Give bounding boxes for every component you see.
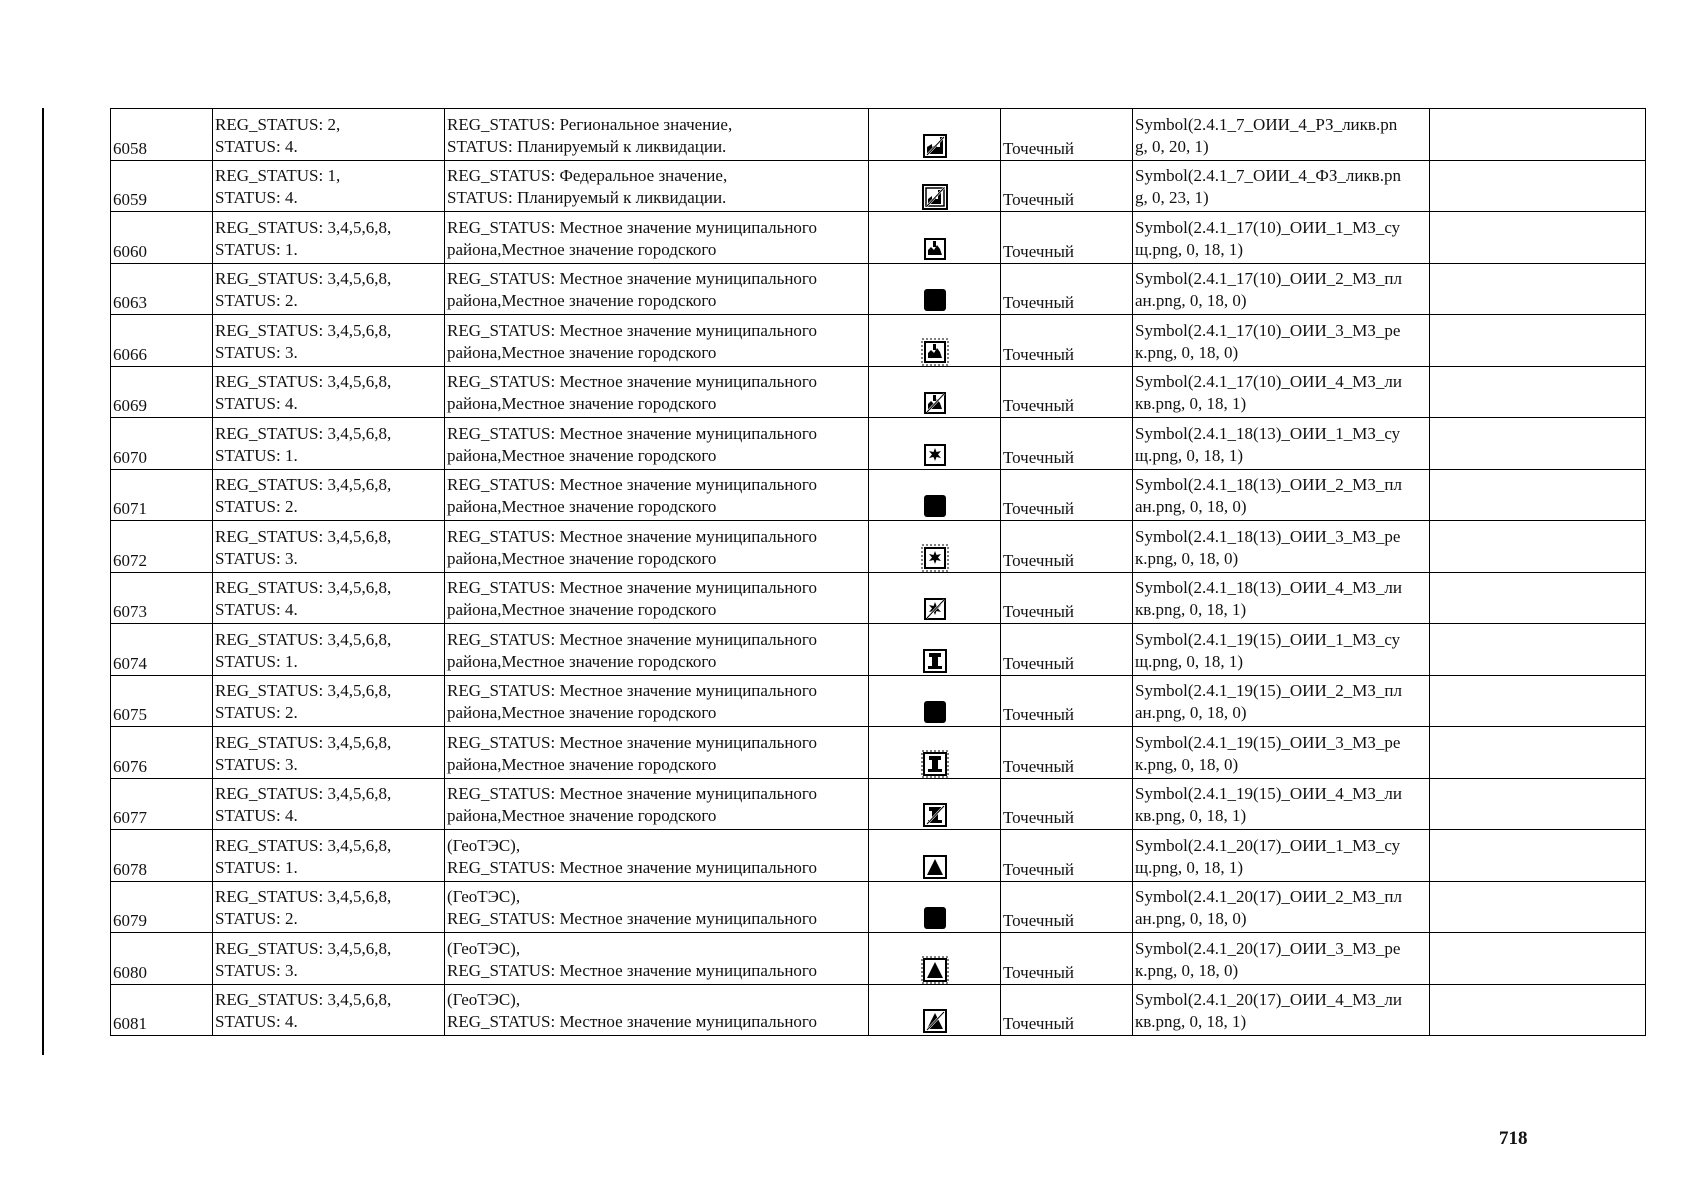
row-id: 6071	[111, 469, 213, 521]
condition-line-2: STATUS: 2.	[215, 497, 298, 516]
condition-cell	[213, 727, 445, 779]
empty-cell	[1430, 418, 1646, 470]
condition-line-2: STATUS: 4.	[215, 394, 298, 413]
row-id: 6074	[111, 624, 213, 676]
symbol-preview-cell	[869, 160, 1001, 212]
description-line-1: REG_STATUS: Местное значение муниципального	[447, 681, 817, 700]
filled-square-planned-icon	[921, 904, 949, 932]
geometry-type: Точечный	[1001, 984, 1133, 1036]
industrial-reconstruction-icon	[921, 338, 949, 366]
condition-cell	[213, 263, 445, 315]
geometry-type: Точечный	[1001, 263, 1133, 315]
symbol-definition-cell	[1133, 521, 1430, 573]
table-row	[111, 933, 1646, 985]
industrial-liquidation-icon	[921, 389, 949, 417]
description-line-2: района,Местное значение городского	[447, 548, 717, 568]
description-line-1: REG_STATUS: Местное значение муниципального	[447, 372, 817, 391]
condition-line-2: STATUS: 1.	[215, 651, 298, 671]
condition-cell	[213, 933, 445, 985]
description-line-1: (ГеоТЭС),	[447, 887, 521, 906]
description-cell	[445, 830, 869, 882]
symbol-line-2: кв.png, 0, 18, 1)	[1135, 600, 1247, 619]
symbol-line-1: Symbol(2.4.1_17(10)_ОИИ_4_МЗ_ли	[1135, 372, 1402, 391]
symbol-line-1: Symbol(2.4.1_7_ОИИ_4_ФЗ_ликв.pn	[1135, 166, 1401, 185]
geometry-type: Точечный	[1001, 366, 1133, 418]
symbol-line-1: Symbol(2.4.1_19(15)_ОИИ_1_МЗ_су	[1135, 629, 1401, 649]
empty-cell	[1430, 109, 1646, 161]
symbol-preview-cell	[869, 727, 1001, 779]
tower-existing-icon	[921, 647, 949, 675]
table-row	[111, 315, 1646, 367]
description-line-2: STATUS: Планируемый к ликвидации.	[447, 136, 727, 156]
row-id: 6075	[111, 675, 213, 727]
symbol-line-2: ан.png, 0, 18, 0)	[1135, 291, 1247, 310]
geometry-type: Точечный	[1001, 109, 1133, 161]
condition-cell	[213, 572, 445, 624]
condition-line-2: STATUS: 4.	[215, 806, 298, 825]
geometry-type: Точечный	[1001, 521, 1133, 573]
symbol-line-2: щ.png, 0, 18, 1)	[1135, 857, 1244, 877]
factory-framed-liquidation-icon	[921, 132, 949, 160]
condition-line-1: REG_STATUS: 1,	[215, 166, 341, 185]
symbol-preview-cell	[869, 881, 1001, 933]
description-line-1: REG_STATUS: Региональное значение,	[447, 114, 733, 134]
symbol-definition-cell	[1133, 881, 1430, 933]
condition-line-1: REG_STATUS: 3,4,5,6,8,	[215, 835, 392, 855]
condition-line-1: REG_STATUS: 3,4,5,6,8,	[215, 681, 392, 700]
empty-cell	[1430, 778, 1646, 830]
description-line-1: REG_STATUS: Местное значение муниципального	[447, 578, 817, 597]
industrial-existing-icon	[921, 235, 949, 263]
empty-cell	[1430, 572, 1646, 624]
condition-line-1: REG_STATUS: 3,4,5,6,8,	[215, 784, 392, 803]
condition-cell	[213, 418, 445, 470]
symbol-line-2: кв.png, 0, 18, 1)	[1135, 394, 1247, 413]
row-id: 6058	[111, 109, 213, 161]
symbol-definition-cell	[1133, 675, 1430, 727]
description-line-1: REG_STATUS: Местное значение муниципального	[447, 269, 817, 288]
symbol-definition-cell	[1133, 830, 1430, 882]
description-cell	[445, 933, 869, 985]
row-id: 6073	[111, 572, 213, 624]
burst-reconstruction-icon	[921, 544, 949, 572]
condition-line-1: REG_STATUS: 3,4,5,6,8,	[215, 320, 392, 340]
condition-line-2: STATUS: 4.	[215, 600, 298, 619]
symbol-preview-cell	[869, 933, 1001, 985]
description-cell	[445, 778, 869, 830]
symbol-line-1: Symbol(2.4.1_17(10)_ОИИ_3_МЗ_ре	[1135, 320, 1401, 340]
symbol-line-2: кв.png, 0, 18, 1)	[1135, 806, 1247, 825]
row-id: 6077	[111, 778, 213, 830]
condition-cell	[213, 984, 445, 1036]
geometry-type: Точечный	[1001, 830, 1133, 882]
symbol-definition-cell	[1133, 366, 1430, 418]
table-row	[111, 727, 1646, 779]
row-id: 6072	[111, 521, 213, 573]
empty-cell	[1430, 366, 1646, 418]
symbol-line-1: Symbol(2.4.1_19(15)_ОИИ_4_МЗ_ли	[1135, 784, 1402, 803]
description-line-2: района,Местное значение городского	[447, 445, 717, 465]
row-id: 6080	[111, 933, 213, 985]
description-cell	[445, 521, 869, 573]
description-cell	[445, 984, 869, 1036]
symbol-preview-cell	[869, 624, 1001, 676]
symbol-definition-cell	[1133, 933, 1430, 985]
description-cell	[445, 366, 869, 418]
row-id: 6063	[111, 263, 213, 315]
description-line-1: REG_STATUS: Местное значение муниципального	[447, 732, 817, 752]
condition-line-2: STATUS: 3.	[215, 754, 298, 774]
left-margin-rule	[42, 108, 44, 1055]
description-line-2: района,Местное значение городского	[447, 239, 717, 259]
filled-square-planned-icon	[921, 698, 949, 726]
geometry-type: Точечный	[1001, 675, 1133, 727]
symbol-definition-cell	[1133, 418, 1430, 470]
row-id: 6069	[111, 366, 213, 418]
symbol-table	[110, 108, 1646, 1036]
row-id: 6066	[111, 315, 213, 367]
row-id: 6081	[111, 984, 213, 1036]
description-cell	[445, 109, 869, 161]
geometry-type: Точечный	[1001, 778, 1133, 830]
condition-line-2: STATUS: 3.	[215, 548, 298, 568]
description-cell	[445, 727, 869, 779]
condition-line-2: STATUS: 4.	[215, 136, 298, 156]
condition-line-2: STATUS: 4.	[215, 188, 298, 207]
empty-cell	[1430, 675, 1646, 727]
symbol-preview-cell	[869, 109, 1001, 161]
condition-line-1: REG_STATUS: 3,4,5,6,8,	[215, 423, 392, 443]
condition-line-2: STATUS: 3.	[215, 960, 298, 980]
symbol-preview-cell	[869, 572, 1001, 624]
geometry-type: Точечный	[1001, 727, 1133, 779]
empty-cell	[1430, 881, 1646, 933]
description-line-1: REG_STATUS: Местное значение муниципального	[447, 217, 817, 237]
symbol-line-2: к.png, 0, 18, 0)	[1135, 960, 1239, 980]
symbol-line-2: ан.png, 0, 18, 0)	[1135, 497, 1247, 516]
symbol-preview-cell	[869, 984, 1001, 1036]
factory-double-frame-liquidation-icon	[921, 183, 949, 211]
condition-cell	[213, 160, 445, 212]
symbol-preview-cell	[869, 469, 1001, 521]
description-line-1: REG_STATUS: Местное значение муниципального	[447, 629, 817, 649]
symbol-line-1: Symbol(2.4.1_20(17)_ОИИ_2_МЗ_пл	[1135, 887, 1402, 906]
symbol-line-1: Symbol(2.4.1_19(15)_ОИИ_3_МЗ_ре	[1135, 732, 1401, 752]
symbol-definition-cell	[1133, 469, 1430, 521]
table-row	[111, 109, 1646, 161]
symbol-preview-cell	[869, 830, 1001, 882]
empty-cell	[1430, 933, 1646, 985]
description-line-1: REG_STATUS: Местное значение муниципального	[447, 784, 817, 803]
symbol-definition-cell	[1133, 160, 1430, 212]
description-line-1: REG_STATUS: Местное значение муниципального	[447, 475, 817, 494]
symbol-line-2: щ.png, 0, 18, 1)	[1135, 445, 1244, 465]
symbol-definition-cell	[1133, 624, 1430, 676]
condition-cell	[213, 315, 445, 367]
condition-line-2: STATUS: 1.	[215, 857, 298, 877]
empty-cell	[1430, 830, 1646, 882]
condition-line-1: REG_STATUS: 3,4,5,6,8,	[215, 372, 392, 391]
condition-line-1: REG_STATUS: 3,4,5,6,8,	[215, 217, 392, 237]
condition-line-1: REG_STATUS: 3,4,5,6,8,	[215, 578, 392, 597]
table-row	[111, 778, 1646, 830]
symbol-definition-cell	[1133, 315, 1430, 367]
symbol-preview-cell	[869, 675, 1001, 727]
geometry-type: Точечный	[1001, 572, 1133, 624]
table-row	[111, 572, 1646, 624]
symbol-definition-cell	[1133, 572, 1430, 624]
description-line-2: REG_STATUS: Местное значение муниципального	[447, 960, 817, 980]
geometry-type: Точечный	[1001, 881, 1133, 933]
condition-line-1: REG_STATUS: 2,	[215, 114, 341, 134]
triangle-reconstruction-icon	[921, 956, 949, 984]
description-line-2: REG_STATUS: Местное значение муниципального	[447, 1012, 817, 1031]
symbol-line-2: к.png, 0, 18, 0)	[1135, 754, 1239, 774]
condition-line-1: REG_STATUS: 3,4,5,6,8,	[215, 475, 392, 494]
symbol-line-1: Symbol(2.4.1_17(10)_ОИИ_1_МЗ_су	[1135, 217, 1401, 237]
symbol-definition-cell	[1133, 727, 1430, 779]
table-row	[111, 212, 1646, 264]
page-number: 718	[1499, 1128, 1528, 1149]
description-line-2: района,Местное значение городского	[447, 703, 717, 722]
table-row	[111, 469, 1646, 521]
description-line-1: REG_STATUS: Местное значение муниципального	[447, 526, 817, 546]
condition-line-1: REG_STATUS: 3,4,5,6,8,	[215, 269, 392, 288]
condition-line-1: REG_STATUS: 3,4,5,6,8,	[215, 629, 392, 649]
symbol-line-2: g, 0, 23, 1)	[1135, 188, 1209, 207]
empty-cell	[1430, 160, 1646, 212]
empty-cell	[1430, 315, 1646, 367]
table-row	[111, 984, 1646, 1036]
description-cell	[445, 263, 869, 315]
burst-existing-icon	[921, 441, 949, 469]
symbol-preview-cell	[869, 418, 1001, 470]
tower-reconstruction-icon	[921, 750, 949, 778]
empty-cell	[1430, 521, 1646, 573]
condition-line-1: REG_STATUS: 3,4,5,6,8,	[215, 938, 392, 958]
symbol-line-2: к.png, 0, 18, 0)	[1135, 342, 1239, 362]
table-row	[111, 624, 1646, 676]
description-line-1: (ГеоТЭС),	[447, 990, 521, 1009]
geometry-type: Точечный	[1001, 469, 1133, 521]
symbol-preview-cell	[869, 315, 1001, 367]
symbol-preview-cell	[869, 263, 1001, 315]
table-row	[111, 675, 1646, 727]
geometry-type: Точечный	[1001, 624, 1133, 676]
row-id: 6060	[111, 212, 213, 264]
description-line-2: района,Местное значение городского	[447, 497, 717, 516]
geometry-type: Точечный	[1001, 315, 1133, 367]
table-row	[111, 881, 1646, 933]
symbol-line-1: Symbol(2.4.1_18(13)_ОИИ_1_МЗ_су	[1135, 423, 1401, 443]
symbol-line-1: Symbol(2.4.1_7_ОИИ_4_РЗ_ликв.pn	[1135, 114, 1398, 134]
condition-cell	[213, 366, 445, 418]
geometry-type: Точечный	[1001, 160, 1133, 212]
condition-cell	[213, 881, 445, 933]
table-row	[111, 263, 1646, 315]
description-cell	[445, 315, 869, 367]
condition-cell	[213, 830, 445, 882]
condition-cell	[213, 624, 445, 676]
description-line-2: района,Местное значение городского	[447, 600, 717, 619]
description-cell	[445, 160, 869, 212]
symbol-table-body	[111, 109, 1646, 1036]
description-line-2: REG_STATUS: Местное значение муниципального	[447, 857, 817, 877]
description-line-1: (ГеоТЭС),	[447, 938, 521, 958]
row-id: 6079	[111, 881, 213, 933]
condition-cell	[213, 109, 445, 161]
description-line-2: района,Местное значение городского	[447, 342, 717, 362]
symbol-line-2: щ.png, 0, 18, 1)	[1135, 239, 1244, 259]
symbol-preview-cell	[869, 521, 1001, 573]
condition-line-1: REG_STATUS: 3,4,5,6,8,	[215, 526, 392, 546]
table-row	[111, 160, 1646, 212]
description-line-2: района,Местное значение городского	[447, 806, 717, 825]
filled-square-planned-icon	[921, 286, 949, 314]
tower-liquidation-icon	[921, 801, 949, 829]
symbol-preview-cell	[869, 366, 1001, 418]
empty-cell	[1430, 263, 1646, 315]
symbol-line-1: Symbol(2.4.1_18(13)_ОИИ_2_МЗ_пл	[1135, 475, 1402, 494]
condition-line-2: STATUS: 3.	[215, 342, 298, 362]
empty-cell	[1430, 624, 1646, 676]
description-line-2: района,Местное значение городского	[447, 291, 717, 310]
description-line-2: района,Местное значение городского	[447, 754, 717, 774]
table-row	[111, 521, 1646, 573]
description-line-2: района,Местное значение городского	[447, 394, 717, 413]
description-line-1: REG_STATUS: Местное значение муниципального	[447, 423, 817, 443]
row-id: 6059	[111, 160, 213, 212]
symbol-preview-cell	[869, 778, 1001, 830]
condition-line-2: STATUS: 1.	[215, 239, 298, 259]
condition-line-1: REG_STATUS: 3,4,5,6,8,	[215, 990, 392, 1009]
description-cell	[445, 418, 869, 470]
condition-cell	[213, 675, 445, 727]
symbol-line-1: Symbol(2.4.1_18(13)_ОИИ_3_МЗ_ре	[1135, 526, 1401, 546]
symbol-preview-cell	[869, 212, 1001, 264]
description-line-2: района,Местное значение городского	[447, 651, 717, 671]
geometry-type: Точечный	[1001, 933, 1133, 985]
symbol-line-1: Symbol(2.4.1_20(17)_ОИИ_3_МЗ_ре	[1135, 938, 1401, 958]
symbol-line-2: ан.png, 0, 18, 0)	[1135, 703, 1247, 722]
condition-cell	[213, 469, 445, 521]
empty-cell	[1430, 984, 1646, 1036]
symbol-line-2: ан.png, 0, 18, 0)	[1135, 909, 1247, 928]
condition-cell	[213, 778, 445, 830]
empty-cell	[1430, 212, 1646, 264]
row-id: 6078	[111, 830, 213, 882]
description-line-1: REG_STATUS: Местное значение муниципального	[447, 320, 817, 340]
empty-cell	[1430, 727, 1646, 779]
symbol-line-1: Symbol(2.4.1_19(15)_ОИИ_2_МЗ_пл	[1135, 681, 1402, 700]
description-line-2: REG_STATUS: Местное значение муниципального	[447, 909, 817, 928]
condition-line-1: REG_STATUS: 3,4,5,6,8,	[215, 887, 392, 906]
empty-cell	[1430, 469, 1646, 521]
table-row	[111, 830, 1646, 882]
table-row	[111, 418, 1646, 470]
condition-cell	[213, 521, 445, 573]
symbol-definition-cell	[1133, 109, 1430, 161]
symbol-line-2: к.png, 0, 18, 0)	[1135, 548, 1239, 568]
row-id: 6070	[111, 418, 213, 470]
symbol-definition-cell	[1133, 263, 1430, 315]
description-line-1: (ГеоТЭС),	[447, 835, 521, 855]
geometry-type: Точечный	[1001, 212, 1133, 264]
symbol-line-2: кв.png, 0, 18, 1)	[1135, 1012, 1247, 1031]
description-cell	[445, 469, 869, 521]
triangle-existing-icon	[921, 853, 949, 881]
symbol-definition-cell	[1133, 212, 1430, 264]
filled-square-planned-icon	[921, 492, 949, 520]
symbol-line-1: Symbol(2.4.1_20(17)_ОИИ_1_МЗ_су	[1135, 835, 1401, 855]
symbol-line-1: Symbol(2.4.1_20(17)_ОИИ_4_МЗ_ли	[1135, 990, 1402, 1009]
symbol-line-2: щ.png, 0, 18, 1)	[1135, 651, 1244, 671]
condition-line-2: STATUS: 4.	[215, 1012, 298, 1031]
description-cell	[445, 572, 869, 624]
triangle-liquidation-icon	[921, 1007, 949, 1035]
description-cell	[445, 624, 869, 676]
row-id: 6076	[111, 727, 213, 779]
description-line-2: STATUS: Планируемый к ликвидации.	[447, 188, 727, 207]
condition-cell	[213, 212, 445, 264]
condition-line-1: REG_STATUS: 3,4,5,6,8,	[215, 732, 392, 752]
symbol-definition-cell	[1133, 984, 1430, 1036]
description-line-1: REG_STATUS: Федеральное значение,	[447, 166, 728, 185]
symbol-definition-cell	[1133, 778, 1430, 830]
geometry-type: Точечный	[1001, 418, 1133, 470]
symbol-line-2: g, 0, 20, 1)	[1135, 136, 1209, 156]
description-cell	[445, 881, 869, 933]
condition-line-2: STATUS: 2.	[215, 291, 298, 310]
condition-line-2: STATUS: 2.	[215, 703, 298, 722]
burst-liquidation-icon	[921, 595, 949, 623]
description-cell	[445, 212, 869, 264]
condition-line-2: STATUS: 2.	[215, 909, 298, 928]
table-row	[111, 366, 1646, 418]
symbol-line-1: Symbol(2.4.1_18(13)_ОИИ_4_МЗ_ли	[1135, 578, 1402, 597]
symbol-line-1: Symbol(2.4.1_17(10)_ОИИ_2_МЗ_пл	[1135, 269, 1402, 288]
description-cell	[445, 675, 869, 727]
condition-line-2: STATUS: 1.	[215, 445, 298, 465]
